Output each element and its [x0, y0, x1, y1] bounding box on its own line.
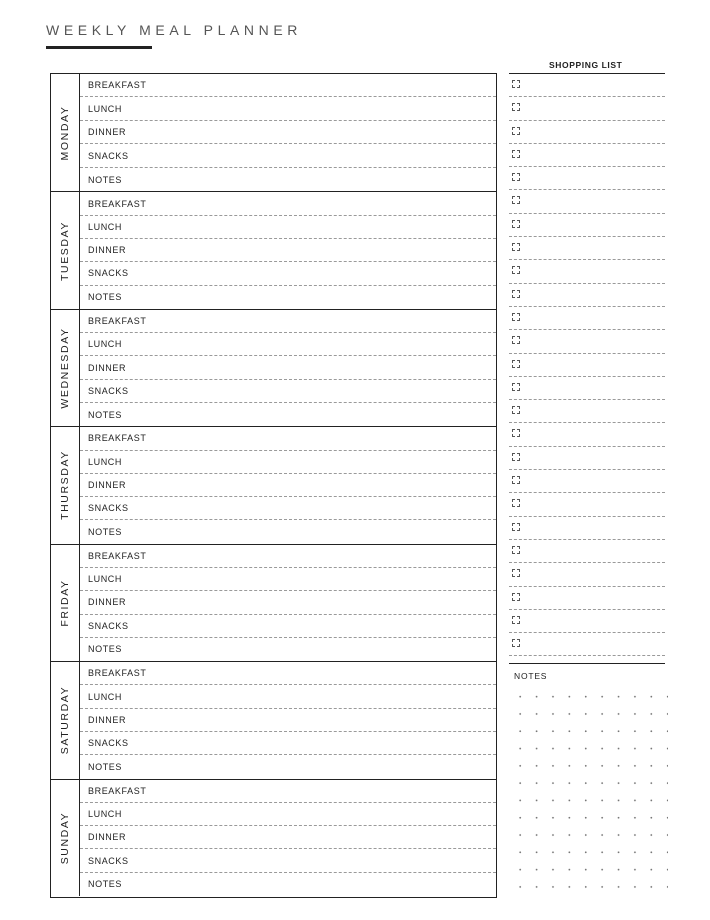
title-underline: [46, 46, 152, 49]
shopping-list-item[interactable]: [509, 470, 665, 493]
meal-label: NOTES: [88, 761, 123, 772]
meal-row-lunch[interactable]: [80, 97, 496, 120]
meal-label: BREAKFAST: [88, 315, 147, 326]
meal-label: SNACKS: [88, 738, 129, 749]
checkbox-icon[interactable]: [512, 499, 520, 507]
shopping-list-item[interactable]: [509, 121, 665, 144]
meal-label: LUNCH: [88, 103, 123, 114]
checkbox-icon[interactable]: [512, 243, 520, 251]
meal-row-lunch[interactable]: [80, 451, 496, 474]
meal-label: BREAKFAST: [88, 80, 147, 91]
meal-label: LUNCH: [88, 339, 123, 350]
checkbox-icon[interactable]: [512, 196, 520, 204]
shopping-list-item[interactable]: [509, 587, 665, 610]
checkbox-icon[interactable]: [512, 313, 520, 321]
checkbox-icon[interactable]: [512, 569, 520, 577]
meal-rows: [80, 780, 496, 896]
meal-row-lunch[interactable]: [80, 333, 496, 356]
shopping-list-item[interactable]: [509, 354, 665, 377]
meal-label: SNACKS: [88, 268, 129, 279]
shopping-list-item[interactable]: [509, 330, 665, 353]
meal-label: LUNCH: [88, 221, 123, 232]
meal-row-dinner[interactable]: [80, 239, 496, 262]
meal-planner-grid: [50, 73, 497, 898]
meal-row-dinner[interactable]: [80, 591, 496, 614]
checkbox-icon[interactable]: [512, 336, 520, 344]
meal-label: DINNER: [88, 597, 127, 608]
page-title: WEEKLY MEAL PLANNER: [46, 22, 302, 38]
shopping-list-item[interactable]: [509, 214, 665, 237]
shopping-list-item[interactable]: [509, 144, 665, 167]
meal-label: BREAKFAST: [88, 433, 147, 444]
day-label: MONDAY: [59, 105, 71, 161]
notes-dot-grid[interactable]: [512, 688, 668, 900]
checkbox-icon[interactable]: [512, 476, 520, 484]
checkbox-icon[interactable]: [512, 616, 520, 624]
meal-row-notes[interactable]: [80, 755, 496, 778]
checkbox-icon[interactable]: [512, 406, 520, 414]
shopping-list-item[interactable]: [509, 97, 665, 120]
meal-rows: [80, 545, 496, 661]
meal-row-breakfast[interactable]: [80, 662, 496, 685]
meal-label: BREAKFAST: [88, 668, 147, 679]
meal-row-snacks[interactable]: [80, 380, 496, 403]
meal-label: DINNER: [88, 479, 127, 490]
meal-row-lunch[interactable]: [80, 216, 496, 239]
shopping-list-title: SHOPPING LIST: [549, 60, 623, 70]
checkbox-icon[interactable]: [512, 360, 520, 368]
day-block-friday: [51, 544, 496, 661]
meal-label: BREAKFAST: [88, 198, 147, 209]
meal-row-breakfast[interactable]: [80, 310, 496, 333]
meal-rows: [80, 192, 496, 308]
meal-row-breakfast[interactable]: [80, 192, 496, 215]
meal-label: NOTES: [88, 527, 123, 538]
day-label: THURSDAY: [59, 450, 71, 521]
meal-row-lunch[interactable]: [80, 568, 496, 591]
meal-row-snacks[interactable]: [80, 497, 496, 520]
meal-label: SNACKS: [88, 385, 129, 396]
meal-label: LUNCH: [88, 808, 123, 819]
day-label-column: [51, 74, 80, 191]
meal-row-snacks[interactable]: [80, 615, 496, 638]
meal-label: SNACKS: [88, 503, 129, 514]
day-label: FRIDAY: [59, 579, 71, 627]
day-label: TUESDAY: [59, 220, 71, 281]
shopping-list-item[interactable]: [509, 190, 665, 213]
day-label-column: [51, 192, 80, 308]
meal-row-notes[interactable]: [80, 638, 496, 661]
shopping-list-item[interactable]: [509, 633, 665, 656]
checkbox-icon[interactable]: [512, 266, 520, 274]
meal-row-snacks[interactable]: [80, 849, 496, 872]
meal-label: LUNCH: [88, 456, 123, 467]
meal-row-dinner[interactable]: [80, 826, 496, 849]
meal-label: NOTES: [88, 292, 123, 303]
checkbox-icon[interactable]: [512, 290, 520, 298]
meal-label: NOTES: [88, 409, 123, 420]
notes-rule: [509, 663, 665, 664]
checkbox-icon[interactable]: [512, 127, 520, 135]
checkbox-icon[interactable]: [512, 546, 520, 554]
meal-label: LUNCH: [88, 691, 123, 702]
meal-rows: [80, 310, 496, 426]
meal-label: NOTES: [88, 644, 123, 655]
notes-title: NOTES: [514, 671, 548, 681]
checkbox-icon[interactable]: [512, 150, 520, 158]
day-label-column: [51, 310, 80, 426]
meal-row-dinner[interactable]: [80, 709, 496, 732]
meal-label: SNACKS: [88, 150, 129, 161]
shopping-list-item[interactable]: [509, 563, 665, 586]
meal-row-notes[interactable]: [80, 520, 496, 543]
day-label-column: [51, 545, 80, 661]
meal-label: DINNER: [88, 714, 127, 725]
checkbox-icon[interactable]: [512, 429, 520, 437]
meal-label: DINNER: [88, 832, 127, 843]
checkbox-icon[interactable]: [512, 453, 520, 461]
shopping-list-item[interactable]: [509, 237, 665, 260]
day-block-saturday: [51, 661, 496, 778]
meal-rows: [80, 427, 496, 543]
day-label-column: [51, 780, 80, 896]
meal-label: NOTES: [88, 879, 123, 890]
meal-row-lunch[interactable]: [80, 685, 496, 708]
meal-row-dinner[interactable]: [80, 474, 496, 497]
shopping-list-item[interactable]: [509, 540, 665, 563]
meal-row-snacks[interactable]: [80, 144, 496, 167]
meal-label: BREAKFAST: [88, 785, 147, 796]
day-label: SATURDAY: [59, 686, 71, 755]
meal-label: DINNER: [88, 127, 127, 138]
shopping-list-item[interactable]: [509, 260, 665, 283]
meal-row-dinner[interactable]: [80, 121, 496, 144]
meal-label: NOTES: [88, 174, 123, 185]
meal-row-breakfast[interactable]: [80, 545, 496, 568]
shopping-list-item[interactable]: [509, 377, 665, 400]
checkbox-icon[interactable]: [512, 639, 520, 647]
shopping-list-item[interactable]: [509, 167, 665, 190]
meal-row-notes[interactable]: [80, 403, 496, 426]
meal-row-breakfast[interactable]: [80, 780, 496, 803]
checkbox-icon[interactable]: [512, 523, 520, 531]
meal-label: BREAKFAST: [88, 550, 147, 561]
meal-row-notes[interactable]: [80, 168, 496, 191]
day-label: WEDNESDAY: [59, 327, 71, 409]
meal-row-breakfast[interactable]: [80, 427, 496, 450]
checkbox-icon[interactable]: [512, 383, 520, 391]
meal-row-dinner[interactable]: [80, 356, 496, 379]
meal-row-lunch[interactable]: [80, 803, 496, 826]
day-block-tuesday: [51, 191, 496, 308]
checkbox-icon[interactable]: [512, 103, 520, 111]
meal-label: DINNER: [88, 362, 127, 373]
meal-rows: [80, 662, 496, 778]
shopping-list-item[interactable]: [509, 517, 665, 540]
meal-row-snacks[interactable]: [80, 732, 496, 755]
day-label-column: [51, 427, 80, 543]
day-block-wednesday: [51, 309, 496, 426]
shopping-list-item[interactable]: [509, 284, 665, 307]
day-block-sunday: [51, 779, 496, 896]
checkbox-icon[interactable]: [512, 593, 520, 601]
meal-row-notes[interactable]: [80, 873, 496, 896]
day-block-thursday: [51, 426, 496, 543]
meal-label: SNACKS: [88, 855, 129, 866]
shopping-list-item[interactable]: [509, 423, 665, 446]
meal-row-snacks[interactable]: [80, 262, 496, 285]
checkbox-icon[interactable]: [512, 80, 520, 88]
checkbox-icon[interactable]: [512, 220, 520, 228]
day-label-column: [51, 662, 80, 778]
day-block-monday: [51, 74, 496, 191]
shopping-list-item[interactable]: [509, 610, 665, 633]
shopping-list-item[interactable]: [509, 400, 665, 423]
day-label: SUNDAY: [59, 811, 71, 865]
meal-label: SNACKS: [88, 620, 129, 631]
meal-row-breakfast[interactable]: [80, 74, 496, 97]
shopping-list-item[interactable]: [509, 74, 665, 97]
meal-rows: [80, 74, 496, 191]
meal-label: DINNER: [88, 245, 127, 256]
shopping-list-item[interactable]: [509, 447, 665, 470]
meal-label: LUNCH: [88, 574, 123, 585]
shopping-list: [509, 74, 665, 656]
shopping-list-item[interactable]: [509, 493, 665, 516]
meal-row-notes[interactable]: [80, 286, 496, 309]
checkbox-icon[interactable]: [512, 173, 520, 181]
shopping-list-item[interactable]: [509, 307, 665, 330]
